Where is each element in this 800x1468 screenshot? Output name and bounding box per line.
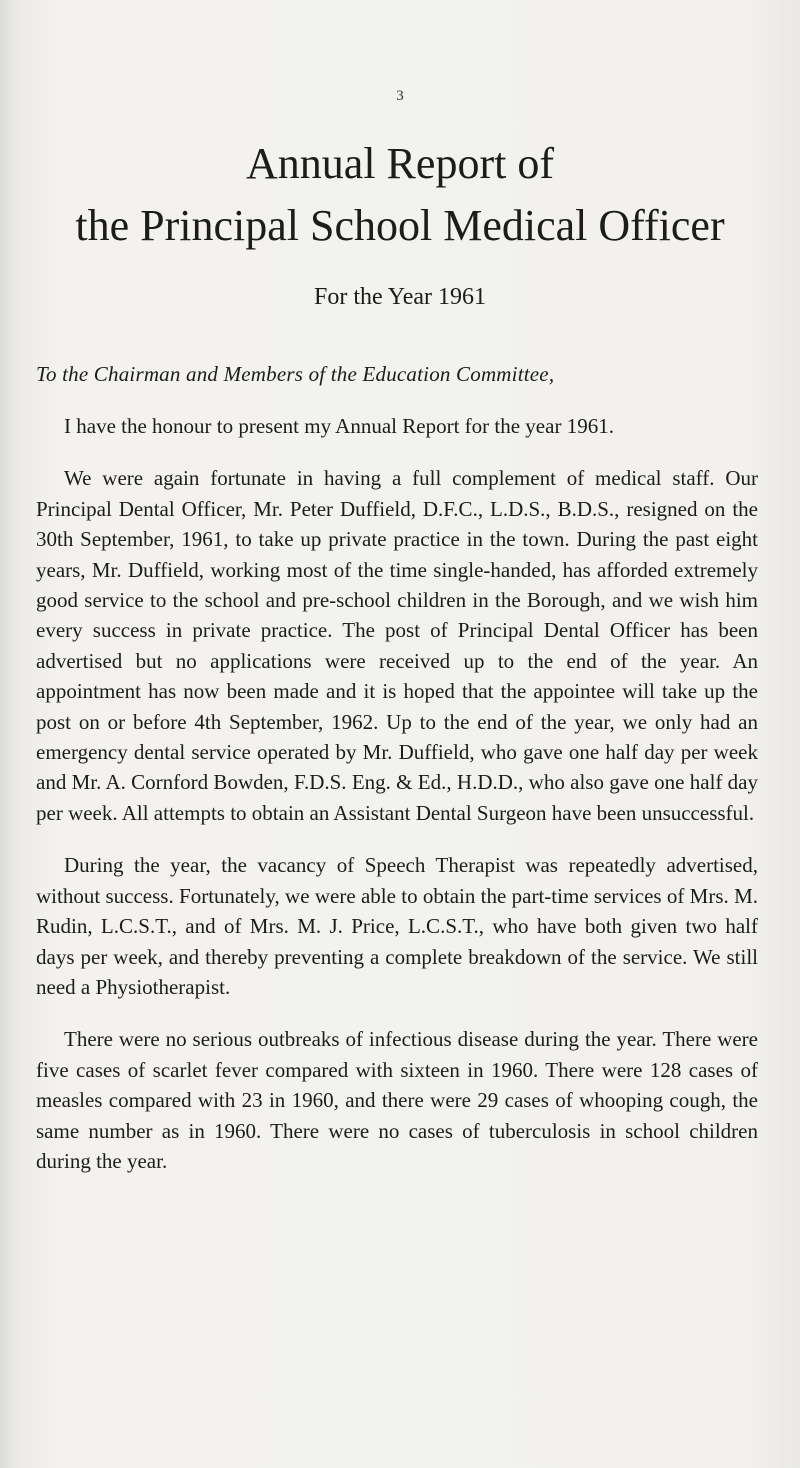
report-subtitle: For the Year 1961 [314,284,486,310]
paragraph-infectious-disease: There were no serious outbreaks of infectious disease during the year. There were five cases of scarlet fever compared with sixteen in 1960. There were 128 cases of measles compared with 23 in 1960, and there were 29 cases of whooping cough, the same number as in 1960. There were no cases of tuberculosis in school children during the year. [36,1027,758,1173]
paragraph-intro: I have the honour to present my Annual Report for the year 1961. [64,414,614,438]
report-title-line-2: the Principal School Medical Officer [75,201,725,250]
report-title-line-1: Annual Report of [246,139,554,188]
report-body [36,411,758,1198]
salutation: To the Chairman and Members of the Education Committee, [36,362,555,386]
paragraph-speech-therapy: During the year, the vacancy of Speech Therapist was repeatedly advertised, without success. Fortunately, we were able to obtain the part-time services of Mrs. M. Rudin, L.C.S.T., and of Mrs. M. J. Price, L.C.S.T., who have both given two half days per week, and thereby preventing a complete breakdown of the service. We still need a Physiotherapist. [36,853,758,999]
page-number: 3 [396,88,404,104]
paragraph-dental-staff: We were again fortunate in having a full complement of medical staff. Our Principal Dental Officer, Mr. Peter Duffield, D.F.C., L.D.S., B.D.S., resigned on the 30th September, 1961, to take up private practice in the town. During the past eight years, Mr. Duffield, working most of the time single-handed, has afforded extremely good service to the school and pre-school children in the Borough, and we wish him every success in private practice. The post of Principal Dental Officer has been advertised but no applications were received up to the end of the year. An appointment has now been made and it is hoped that the appointee will take up the post on or before 4th September, 1962. Up to the end of the year, we only had an emergency dental service operated by Mr. Duffield, who gave one half day per week and Mr. A. Cornford Bowden, F.D.S. Eng. & Ed., H.D.D., who also gave one half day per week. All attempts to obtain an Assistant Dental Surgeon have been unsuccessful. [36,466,758,825]
